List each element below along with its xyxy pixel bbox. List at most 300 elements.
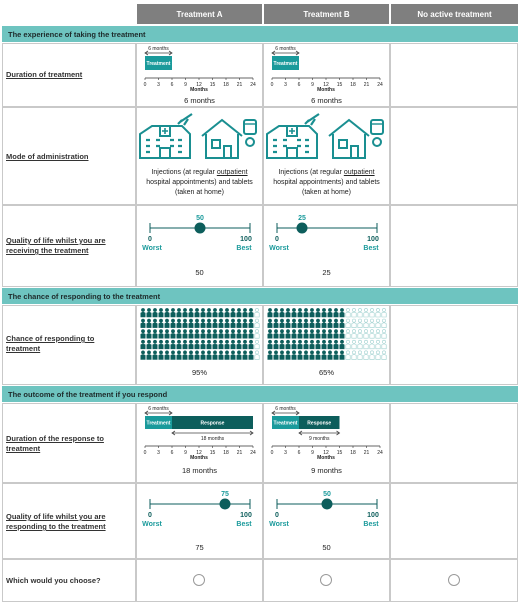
person-responder-icon (298, 319, 302, 328)
axis-tick-label: 6 (297, 450, 301, 456)
person-responder-icon (334, 330, 338, 339)
scale-marker-value: 75 (221, 491, 229, 498)
row-label-qol-responding: Quality of life whilst you are responding to the treatment (6, 512, 106, 531)
axis-tick-label: 9 (184, 450, 187, 456)
person-responder-icon (322, 340, 326, 349)
qol-scale-b-responding (265, 486, 389, 536)
person-responder-icon (201, 308, 205, 317)
person-responder-icon (322, 319, 326, 328)
scale-min-label: Worst (269, 521, 289, 528)
person-responder-icon (310, 340, 314, 349)
person-non-responder-icon (346, 351, 350, 360)
person-responder-icon (171, 308, 175, 317)
person-responder-icon (141, 330, 145, 339)
person-responder-icon (213, 330, 217, 339)
person-responder-icon (231, 319, 235, 328)
person-responder-icon (286, 308, 290, 317)
response-bar-label: Response (200, 420, 225, 427)
house-tablets-icon (202, 120, 256, 158)
row-label-mode: Mode of administration (6, 152, 89, 161)
person-responder-icon (147, 308, 151, 317)
scale-min: 0 (275, 236, 279, 243)
scale-marker-value: 50 (196, 215, 204, 222)
axis-label: Months (190, 455, 208, 461)
person-non-responder-icon (255, 330, 259, 339)
section-outcome: The outcome of the treatment if you respond (2, 386, 518, 402)
header-treatment-b: Treatment B (264, 4, 389, 24)
qol-scale-b-receiving (265, 210, 389, 260)
person-non-responder-icon (352, 319, 356, 328)
person-responder-icon (237, 330, 241, 339)
value-a-chance: 95% (191, 368, 207, 377)
person-non-responder-icon (370, 319, 374, 328)
axis-tick-label: 24 (377, 450, 383, 456)
axis-tick-label: 6 (297, 82, 301, 88)
person-responder-icon (243, 340, 247, 349)
person-responder-icon (304, 319, 308, 328)
person-responder-icon (237, 340, 241, 349)
person-responder-icon (183, 340, 187, 349)
person-responder-icon (159, 330, 163, 339)
scale-min: 0 (148, 236, 152, 243)
response-span-label: 9 months (308, 436, 330, 442)
person-responder-icon (177, 319, 181, 328)
person-responder-icon (237, 351, 241, 360)
person-responder-icon (213, 308, 217, 317)
axis-tick-label: 15 (336, 450, 343, 456)
person-responder-icon (280, 319, 284, 328)
scale-marker (220, 499, 231, 510)
scale-max-label: Best (363, 521, 379, 528)
row-label-response-duration: Duration of the response to treatment (6, 434, 104, 453)
person-responder-icon (219, 351, 223, 360)
axis-tick-label: 18 (350, 450, 356, 456)
person-responder-icon (292, 308, 296, 317)
person-responder-icon (159, 308, 163, 317)
person-responder-icon (201, 340, 205, 349)
person-non-responder-icon (382, 319, 386, 328)
person-responder-icon (153, 330, 157, 339)
person-responder-icon (328, 319, 332, 328)
axis-tick-label: 12 (323, 82, 329, 88)
choose-no-treatment-radio[interactable] (448, 574, 460, 586)
axis-tick-label: 0 (270, 450, 274, 456)
person-responder-icon (183, 319, 187, 328)
person-responder-icon (280, 340, 284, 349)
axis-tick-label: 12 (196, 82, 202, 88)
choose-treatment-b-radio[interactable] (320, 574, 332, 586)
person-responder-icon (304, 340, 308, 349)
person-responder-icon (231, 330, 235, 339)
axis-tick-label: 15 (336, 82, 343, 88)
person-responder-icon (286, 319, 290, 328)
person-responder-icon (292, 319, 296, 328)
scale-max-label: Best (236, 245, 252, 252)
house-tablets-icon (329, 120, 383, 158)
scale-max: 100 (240, 512, 252, 519)
person-responder-icon (201, 330, 205, 339)
person-responder-icon (328, 308, 332, 317)
person-responder-icon (219, 308, 223, 317)
person-non-responder-icon (364, 351, 368, 360)
person-non-responder-icon (370, 308, 374, 317)
person-responder-icon (340, 340, 344, 349)
axis-tick-label: 0 (143, 82, 147, 88)
person-non-responder-icon (364, 330, 368, 339)
person-responder-icon (207, 351, 211, 360)
person-non-responder-icon (255, 308, 259, 317)
scale-min: 0 (148, 512, 152, 519)
person-responder-icon (159, 340, 163, 349)
person-non-responder-icon (364, 319, 368, 328)
person-responder-icon (225, 308, 229, 317)
axis-tick-label: 9 (311, 450, 314, 456)
person-responder-icon (237, 308, 241, 317)
person-responder-icon (310, 351, 314, 360)
timeline-a-response (138, 404, 262, 462)
person-responder-icon (268, 319, 272, 328)
person-responder-icon (213, 351, 217, 360)
person-non-responder-icon (352, 308, 356, 317)
person-non-responder-icon (382, 340, 386, 349)
person-responder-icon (147, 319, 151, 328)
person-responder-icon (225, 319, 229, 328)
person-responder-icon (304, 351, 308, 360)
people-grid-a (140, 308, 260, 362)
admin-text-a: Injections (at regular outpatient hospital appointments) and tablets (taken at home) (146, 169, 253, 196)
person-responder-icon (304, 330, 308, 339)
person-responder-icon (195, 351, 199, 360)
six-months-label: 6 months (148, 406, 169, 412)
timeline-b-response (265, 404, 389, 462)
person-responder-icon (225, 340, 229, 349)
person-responder-icon (237, 319, 241, 328)
person-responder-icon (171, 351, 175, 360)
person-responder-icon (177, 351, 181, 360)
axis-tick-label: 18 (350, 82, 356, 88)
treatment-bar-label: Treatment (273, 61, 298, 67)
person-non-responder-icon (382, 330, 386, 339)
scale-max: 100 (367, 236, 379, 243)
person-responder-icon (298, 330, 302, 339)
person-responder-icon (231, 351, 235, 360)
hospital-injection-icon (140, 114, 192, 158)
cell-none-duration (390, 43, 518, 107)
person-responder-icon (316, 351, 320, 360)
person-responder-icon (219, 340, 223, 349)
person-non-responder-icon (370, 330, 374, 339)
person-non-responder-icon (255, 340, 259, 349)
person-responder-icon (249, 319, 253, 328)
person-non-responder-icon (376, 330, 380, 339)
axis-tick-label: 21 (236, 82, 243, 88)
axis-label: Months (317, 87, 335, 93)
person-non-responder-icon (346, 340, 350, 349)
person-responder-icon (159, 351, 163, 360)
person-responder-icon (298, 351, 302, 360)
person-responder-icon (243, 308, 247, 317)
axis-tick-label: 24 (250, 450, 256, 456)
axis-tick-label: 0 (270, 82, 274, 88)
person-responder-icon (316, 308, 320, 317)
person-responder-icon (195, 319, 199, 328)
axis-tick-label: 18 (223, 450, 229, 456)
person-responder-icon (171, 319, 175, 328)
person-responder-icon (322, 351, 326, 360)
axis-tick-label: 24 (250, 82, 256, 88)
value-a-qol-responding: 75 (195, 543, 204, 552)
person-responder-icon (141, 351, 145, 360)
value-a-duration: 6 months (184, 96, 215, 105)
person-responder-icon (141, 319, 145, 328)
person-responder-icon (207, 308, 211, 317)
person-responder-icon (201, 351, 205, 360)
person-responder-icon (274, 330, 278, 339)
person-responder-icon (189, 340, 193, 349)
qol-scale-a-receiving (138, 210, 262, 260)
person-responder-icon (189, 308, 193, 317)
person-non-responder-icon (255, 351, 259, 360)
value-b-duration: 6 months (311, 96, 342, 105)
person-responder-icon (280, 330, 284, 339)
section-experience: The experience of taking the treatment (2, 26, 518, 42)
axis-tick-label: 15 (209, 82, 216, 88)
person-non-responder-icon (346, 330, 350, 339)
scale-min: 0 (275, 512, 279, 519)
axis-tick-label: 3 (157, 450, 160, 456)
six-months-label: 6 months (275, 406, 296, 412)
person-responder-icon (328, 351, 332, 360)
person-non-responder-icon (352, 351, 356, 360)
person-responder-icon (316, 319, 320, 328)
admin-icons-a (138, 112, 262, 162)
person-responder-icon (249, 340, 253, 349)
person-responder-icon (340, 351, 344, 360)
person-responder-icon (147, 330, 151, 339)
axis-tick-label: 24 (377, 82, 383, 88)
axis-tick-label: 9 (184, 82, 187, 88)
person-non-responder-icon (358, 308, 362, 317)
hospital-injection-icon (267, 114, 319, 158)
person-responder-icon (316, 340, 320, 349)
person-responder-icon (165, 308, 169, 317)
value-b-response: 9 months (311, 466, 342, 475)
timeline-a-duration (138, 44, 262, 94)
person-responder-icon (147, 340, 151, 349)
axis-tick-label: 6 (170, 82, 174, 88)
person-responder-icon (322, 308, 326, 317)
person-responder-icon (177, 330, 181, 339)
person-non-responder-icon (358, 319, 362, 328)
person-responder-icon (334, 308, 338, 317)
person-responder-icon (243, 330, 247, 339)
person-responder-icon (159, 319, 163, 328)
person-responder-icon (207, 319, 211, 328)
person-responder-icon (328, 330, 332, 339)
treatment-bar-label: Treatment (146, 61, 171, 67)
person-responder-icon (286, 340, 290, 349)
axis-tick-label: 3 (284, 82, 287, 88)
axis-label: Months (190, 87, 208, 93)
person-responder-icon (316, 330, 320, 339)
person-responder-icon (165, 319, 169, 328)
axis-tick-label: 12 (196, 450, 202, 456)
person-non-responder-icon (364, 340, 368, 349)
person-non-responder-icon (376, 308, 380, 317)
person-responder-icon (249, 330, 253, 339)
scale-max: 100 (240, 236, 252, 243)
treatment-bar-label: Treatment (273, 420, 298, 427)
person-non-responder-icon (370, 340, 374, 349)
person-non-responder-icon (352, 330, 356, 339)
person-responder-icon (201, 319, 205, 328)
person-responder-icon (310, 330, 314, 339)
axis-label: Months (317, 455, 335, 461)
axis-tick-label: 3 (157, 82, 160, 88)
person-responder-icon (195, 308, 199, 317)
person-responder-icon (183, 308, 187, 317)
person-responder-icon (249, 308, 253, 317)
person-non-responder-icon (382, 351, 386, 360)
value-b-qol-responding: 50 (322, 543, 331, 552)
qol-scale-a-responding (138, 486, 262, 536)
scale-max-label: Best (236, 521, 252, 528)
person-responder-icon (219, 319, 223, 328)
header-no-treatment: No active treatment (391, 4, 518, 24)
choose-treatment-a-radio[interactable] (193, 574, 205, 586)
scale-marker (322, 499, 333, 510)
person-responder-icon (274, 351, 278, 360)
six-months-label: 6 months (275, 46, 296, 52)
person-responder-icon (274, 340, 278, 349)
value-b-qol-receiving: 25 (322, 268, 331, 277)
person-responder-icon (286, 330, 290, 339)
admin-icons-b (265, 112, 389, 162)
person-responder-icon (153, 351, 157, 360)
person-responder-icon (243, 351, 247, 360)
person-responder-icon (268, 351, 272, 360)
person-responder-icon (268, 308, 272, 317)
admin-text-b: Injections (at regular outpatient hospital appointments) and tablets (taken at home) (273, 169, 380, 196)
person-responder-icon (328, 340, 332, 349)
person-responder-icon (219, 330, 223, 339)
timeline-b-duration (265, 44, 389, 94)
person-responder-icon (207, 340, 211, 349)
person-non-responder-icon (376, 319, 380, 328)
person-responder-icon (310, 308, 314, 317)
scale-marker-value: 25 (298, 215, 306, 222)
person-responder-icon (225, 351, 229, 360)
person-responder-icon (340, 330, 344, 339)
axis-tick-label: 15 (209, 450, 216, 456)
person-responder-icon (189, 319, 193, 328)
value-a-response: 18 months (181, 466, 218, 475)
person-responder-icon (153, 340, 157, 349)
person-responder-icon (298, 308, 302, 317)
person-responder-icon (274, 319, 278, 328)
person-responder-icon (153, 308, 157, 317)
person-responder-icon (298, 340, 302, 349)
scale-marker (195, 223, 206, 234)
person-responder-icon (243, 319, 247, 328)
person-responder-icon (195, 340, 199, 349)
person-responder-icon (171, 340, 175, 349)
header-treatment-a: Treatment A (137, 4, 262, 24)
person-responder-icon (165, 340, 169, 349)
person-responder-icon (189, 330, 193, 339)
person-responder-icon (292, 351, 296, 360)
person-responder-icon (225, 330, 229, 339)
person-responder-icon (171, 330, 175, 339)
axis-tick-label: 21 (236, 450, 243, 456)
person-non-responder-icon (358, 340, 362, 349)
person-responder-icon (268, 330, 272, 339)
person-responder-icon (274, 308, 278, 317)
person-responder-icon (334, 351, 338, 360)
value-a-qol-receiving: 50 (195, 268, 204, 277)
person-responder-icon (286, 351, 290, 360)
person-responder-icon (213, 319, 217, 328)
person-responder-icon (322, 330, 326, 339)
people-grid-b (267, 308, 387, 362)
person-responder-icon (183, 330, 187, 339)
person-responder-icon (292, 340, 296, 349)
six-months-label: 6 months (148, 46, 169, 52)
person-responder-icon (141, 308, 145, 317)
person-non-responder-icon (346, 308, 350, 317)
person-responder-icon (249, 351, 253, 360)
person-responder-icon (231, 340, 235, 349)
person-responder-icon (334, 319, 338, 328)
person-responder-icon (177, 308, 181, 317)
axis-tick-label: 6 (170, 450, 174, 456)
person-responder-icon (334, 340, 338, 349)
person-non-responder-icon (255, 319, 259, 328)
scale-max-label: Best (363, 245, 379, 252)
axis-tick-label: 21 (363, 82, 370, 88)
person-non-responder-icon (346, 319, 350, 328)
person-responder-icon (231, 308, 235, 317)
person-responder-icon (310, 319, 314, 328)
row-label-qol-receiving: Quality of life whilst you are receiving the treatment (6, 236, 106, 255)
axis-tick-label: 0 (143, 450, 147, 456)
person-responder-icon (195, 330, 199, 339)
person-responder-icon (280, 351, 284, 360)
person-non-responder-icon (376, 340, 380, 349)
response-bar-label: Response (307, 420, 332, 427)
person-non-responder-icon (376, 351, 380, 360)
axis-tick-label: 9 (311, 82, 314, 88)
person-responder-icon (165, 351, 169, 360)
scale-min-label: Worst (142, 521, 162, 528)
person-non-responder-icon (370, 351, 374, 360)
person-responder-icon (141, 340, 145, 349)
response-span-label: 18 months (200, 436, 225, 442)
person-responder-icon (340, 319, 344, 328)
person-non-responder-icon (358, 351, 362, 360)
value-b-chance: 65% (318, 368, 334, 377)
axis-tick-label: 18 (223, 82, 229, 88)
row-label-chance: Chance of responding to treatment (6, 334, 95, 353)
person-responder-icon (147, 351, 151, 360)
person-responder-icon (153, 319, 157, 328)
person-responder-icon (268, 340, 272, 349)
person-responder-icon (165, 330, 169, 339)
scale-marker (297, 223, 308, 234)
person-responder-icon (304, 308, 308, 317)
axis-tick-label: 3 (284, 450, 287, 456)
scale-marker-value: 50 (323, 491, 331, 498)
